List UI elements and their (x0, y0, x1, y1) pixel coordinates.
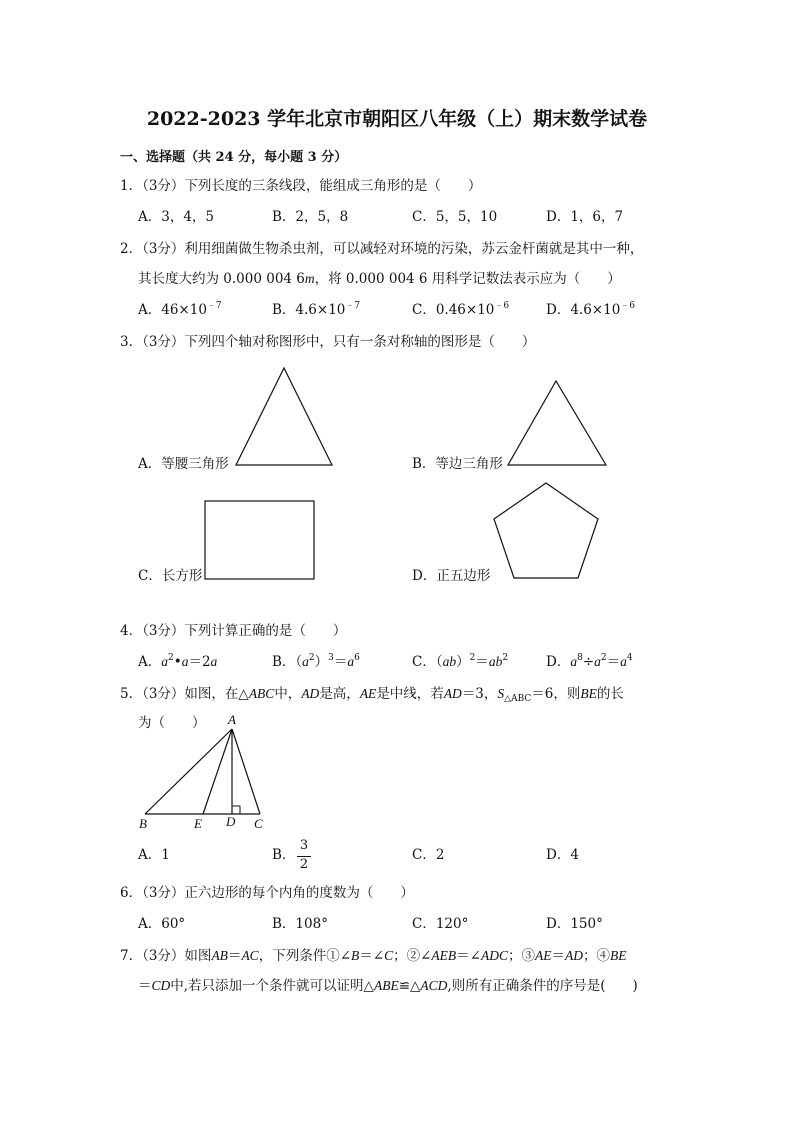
page-title: 2022-2023 学年北京市朝阳区八年级（上）期末数学试卷 (146, 108, 648, 130)
question-3-option-c[interactable]: C．长方形 (138, 568, 203, 584)
question-2-option-c[interactable]: C．$0.46\times 10^{﹣6}$ (412, 301, 510, 318)
question-5-stem: 5．（3分）如图，在△ABC中，AD是高，AE是中线，若AD＝3，$S_{\triangle ABC}=6$，则BE的长 (120, 686, 624, 704)
question-1-option-c[interactable]: C．5，5，10 (412, 209, 498, 225)
question-7-stem: 7．（3分）如图AB＝AC，下列条件①∠B＝∠C；②∠AEB＝∠ADC；③AE＝AD；④BE (120, 948, 627, 964)
question-4-option-a[interactable]: A．$a^2•a=2a$ (138, 653, 218, 670)
question-7-stem-line2: ＝CD中,若只添加一个条件就可以证明△ABE≌△ACD,则所有正确条件的序号是( ) (138, 978, 638, 994)
question-6-option-b[interactable]: B．108° (272, 916, 328, 932)
segment-ac (232, 729, 260, 814)
question-4-option-c[interactable]: C．$(ab)^2=ab^2$ (412, 653, 509, 670)
question-2-stem: 2．（3分）利用细菌做生物杀虫剂，可以减轻对环境的污染，苏云金杆菌就是其中一种， (120, 241, 644, 257)
section-heading: 一、选择题（共 24 分，每小题 3 分） (120, 150, 348, 165)
question-3-stem: 3．（3分）下列四个轴对称图形中，只有一条对称轴的图形是（ ） (120, 334, 536, 350)
fraction-numerator: 3 (299, 838, 309, 853)
question-5-stem-line2: 为（ ） (138, 715, 206, 731)
question-5-option-c[interactable]: C．2 (412, 847, 445, 863)
question-5-option-b[interactable]: B． (272, 847, 296, 863)
question-1-option-d[interactable]: D．1，6，7 (546, 209, 624, 225)
fraction-denominator: 2 (299, 857, 309, 872)
question-5-option-a[interactable]: A．1 (138, 847, 170, 863)
segment-ae (203, 729, 232, 814)
point-label-b: B (139, 816, 147, 831)
question-3-option-d[interactable]: D．正五边形 (412, 568, 491, 584)
question-6-option-d[interactable]: D．150° (546, 916, 603, 932)
question-2-stem-line2: 其长度大约为 0.000 004 6m，将 0.000 004 6 用科学记数法表示应为（ ） (138, 271, 621, 287)
question-2-option-d[interactable]: D．$4.6\times 10^{﹣6}$ (546, 301, 636, 318)
question-4-option-d[interactable]: D．$a^8\div a^2=a^4$ (546, 653, 633, 670)
question-4-stem: 4．（3分）下列计算正确的是（ ） (120, 623, 347, 639)
question-4-option-b[interactable]: B．$(a^2)^3=a^6$ (272, 653, 360, 670)
right-angle-marker (232, 806, 240, 814)
question-1-option-b[interactable]: B．2，5，8 (272, 209, 349, 225)
question-3-option-a[interactable]: A．等腰三角形 (138, 456, 229, 472)
segment-ab (145, 729, 232, 814)
question-1-stem: 1．（3分）下列长度的三条线段，能组成三角形的是（ ） (120, 178, 482, 194)
point-label-e: E (194, 816, 202, 831)
question-6-option-c[interactable]: C．120° (412, 916, 469, 932)
question-2-option-a[interactable]: A．$46\times 10^{﹣7}$ (138, 301, 222, 318)
question-6-stem: 6．（3分）正六边形的每个内角的度数为（ ） (120, 885, 414, 901)
question-5-option-d[interactable]: D．4 (546, 847, 579, 863)
question-3-option-b[interactable]: B．等边三角形 (412, 456, 503, 472)
point-label-c: C (254, 816, 263, 831)
question-1-option-a[interactable]: A．3，4，5 (138, 209, 215, 225)
question-6-option-a[interactable]: A．60° (138, 916, 186, 932)
point-label-d: D (226, 814, 236, 829)
question-2-option-b[interactable]: B．$4.6\times 10^{﹣7}$ (272, 301, 361, 318)
point-label-a: A (228, 712, 236, 727)
